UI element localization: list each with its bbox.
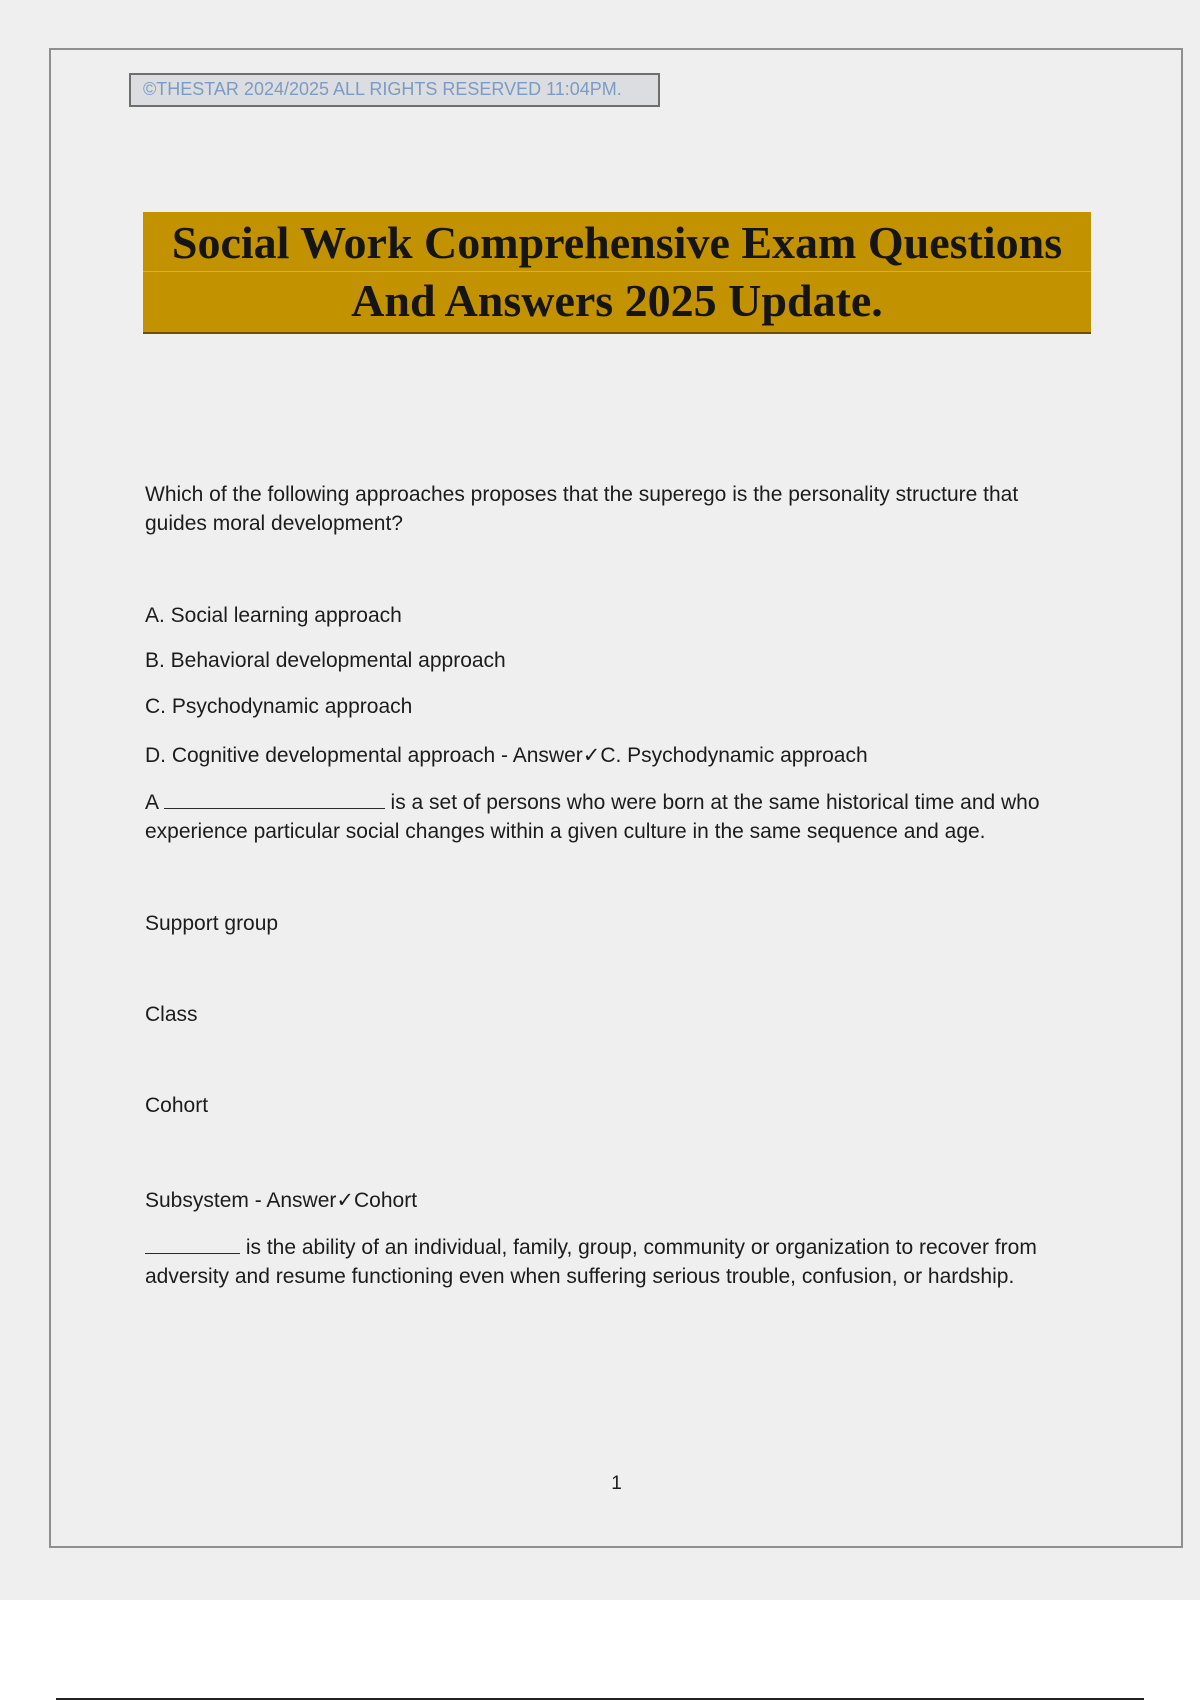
question-2-text — [145, 788, 1085, 846]
question-2-rest: is a set of persons who were born at the same historical time and who experience particular social changes within a given culture in the same sequence and age. — [145, 791, 1040, 843]
question-1-option-c: C. Psychodynamic approach — [145, 695, 413, 718]
question-2-option-4-answer: Subsystem - Answer✓Cohort — [145, 1189, 418, 1212]
question-2-option-1: Support group — [145, 912, 279, 935]
page-number: 1 — [611, 1473, 622, 1494]
fill-in-blank — [145, 1235, 240, 1254]
title-line-1: Social Work Comprehensive Exam Questions — [143, 214, 1091, 272]
question-1-text: Which of the following approaches proposes that the superego is the personality structure that guides moral development? — [145, 483, 1019, 535]
title-line-2: And Answers 2025 Update. — [351, 275, 883, 326]
watermark-banner — [129, 73, 660, 107]
question-3-text — [145, 1233, 1085, 1291]
question-1-option-a: A. Social learning approach — [145, 604, 402, 627]
watermark-text: ©THESTAR 2024/2025 ALL RIGHTS RESERVED 11:04PM. — [143, 79, 622, 99]
document-title — [143, 212, 1091, 334]
question-2-option-3: Cohort — [145, 1094, 209, 1117]
question-2-prefix: A — [145, 791, 158, 814]
question-1-option-d-answer: D. Cognitive developmental approach - Answer✓C. Psychodynamic approach — [145, 744, 868, 767]
question-1-option-b: B. Behavioral developmental approach — [145, 649, 506, 672]
fill-in-blank — [164, 790, 385, 809]
question-3-rest: is the ability of an individual, family, group, community or organization to recover from adversity and resume functioning even when suffering serious trouble, confusion, or hardship. — [145, 1236, 1037, 1288]
question-2-option-2: Class — [145, 1003, 198, 1026]
